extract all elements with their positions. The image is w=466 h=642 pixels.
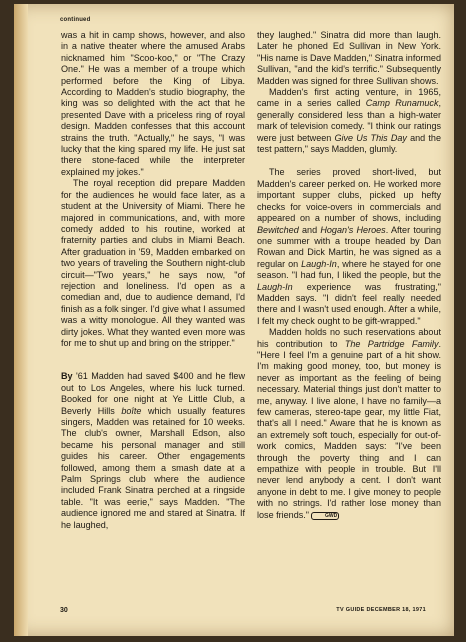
body-text: Madden holds no such reservations about his contribution to <box>257 327 441 349</box>
paragraph <box>61 30 245 178</box>
page-number: 30 <box>60 607 68 614</box>
drop-word: By <box>61 371 73 382</box>
section-break <box>61 349 245 371</box>
title-text: The Partridge Family <box>344 338 439 349</box>
paragraph <box>61 371 245 531</box>
body-text: and <box>298 224 321 235</box>
title-text: boîte <box>121 405 142 416</box>
body-text: they laughed." Sinatra did more than laugh. Later he phoned Ed Sullivan in New York. "His name is Dave Madden," Sinatra informed Sullivan, "and the kid's terrific." Subsequently Madden was signed for three Sullivan shows. <box>257 30 441 86</box>
title-text: Laugh-In <box>301 258 337 269</box>
end-mark-icon: GWD <box>311 512 339 520</box>
body-text: Madden's first acting venture, in 1965, came in a series called <box>257 87 441 109</box>
body-text: The series proved short-lived, but Madden's career perked on. He worked more important supper clubs, picked up hefty checks for voice-overs in commercials and appeared on a number of shows, including <box>257 167 441 224</box>
continued-label: continued <box>60 17 91 23</box>
left-text-column <box>61 30 245 531</box>
paragraph <box>257 167 441 327</box>
paragraph <box>257 30 441 87</box>
title-text: Bewitched <box>257 224 299 235</box>
body-text: which usually features singers, Madden was retained for 10 weeks. The club's owner, Marshall Edson, also became his personal manager and still guides his career. Other engagements followed, among them a smash date at a Palm Springs club where the audience included Frank Sinatra perched at a ringside table. "It was eerie," says Madden. "The audience ignored me and stared at Sinatra. If he laughed, <box>61 405 245 530</box>
body-text: and the test pattern," says Madden, glumly. <box>257 132 441 155</box>
issue-line: TV GUIDE DECEMBER 18, 1971 <box>336 607 426 613</box>
body-text: The royal reception did prepare Madden for the audiences he would face later, as a student at the University of Miami. There he majored in communications, and, with more comedy added to his routine, worked at fraternity parties and clubs in Miami Beach. After graduation in '59, Madden embarked on two years of traveling the Southern night-club circuit—"Two years," he says now, "of rejection and loneliness. I'd open as a comedian and, due to audience demand, I'd finish as a folk singer. I'd give what I assumed was a witty monologue. All they wanted was dirty jokes. What they wanted even more was for me to shut up and bring on the stripper." <box>61 178 245 348</box>
body-text: was a hit in camp shows, however, and also in a native theater where the amused Arabs nicknamed him "Scoo-koo," or "The Crazy One." He was a member of a troupe which performed before the King of Libya. According to Madden's studio biography, the king was so delighted with the act that he presented Dave with a priceless ring of royal design. Madden confesses that this account strains the truth. "Actually," he says, "I was lucky that the king spared my life. He just sat there stone-faced while the interpreter explained my jokes." <box>61 30 245 177</box>
body-text: experience was frustrating," Madden says. "I didn't feel really needed there and I wasn't used enough. After a while, I felt my check ought to be gift-wrapped." <box>257 281 441 326</box>
body-text: . "Here I feel I'm a genuine part of a hit show. I'm making good money, too, but money is never as important as the feeling of being necessary. Material things just don't matter to me, anyway. I live alone, I have no family—a few cameras, stereo-tape gear, my little Fiat, that's all I need." Aware that he is known as an extremely soft touch, especially for out-of-work comics, Madden says: "I've been through the poverty thing and I can empathize with people in trouble. But I'll never lend anybody a cent. I don't want anyone in debt to me. I give money to people with no strings. I'd rather lose money than lose friends." <box>257 338 441 520</box>
title-text: Hogan's Heroes <box>320 224 386 235</box>
magazine-page <box>14 4 454 636</box>
body-text: , where he stayed for one season. "I had fun, I liked the people, but the <box>257 258 441 281</box>
section-break <box>257 155 441 167</box>
paragraph <box>61 178 245 349</box>
body-text: . After touring one summer with a troupe headed by Dan Rowan and Dick Martin, he was signed as a regular on <box>257 224 441 269</box>
title-text: Laugh-In <box>257 281 293 292</box>
paragraph <box>257 327 441 521</box>
body-text: '61 Madden had saved $400 and he flew out to Los Angeles, where his luck turned. Booked for one night at Ye Little Club, a Beverly Hills <box>61 371 245 416</box>
title-text: Give Us This Day <box>334 132 407 143</box>
right-text-column <box>257 30 441 521</box>
paragraph <box>257 87 441 155</box>
body-text: , generally considered less than a high-water mark of television comedy. "I think our ratings were just between <box>257 98 441 143</box>
page-spine-shadow <box>14 4 28 636</box>
title-text: Camp Runamuck <box>365 98 439 109</box>
